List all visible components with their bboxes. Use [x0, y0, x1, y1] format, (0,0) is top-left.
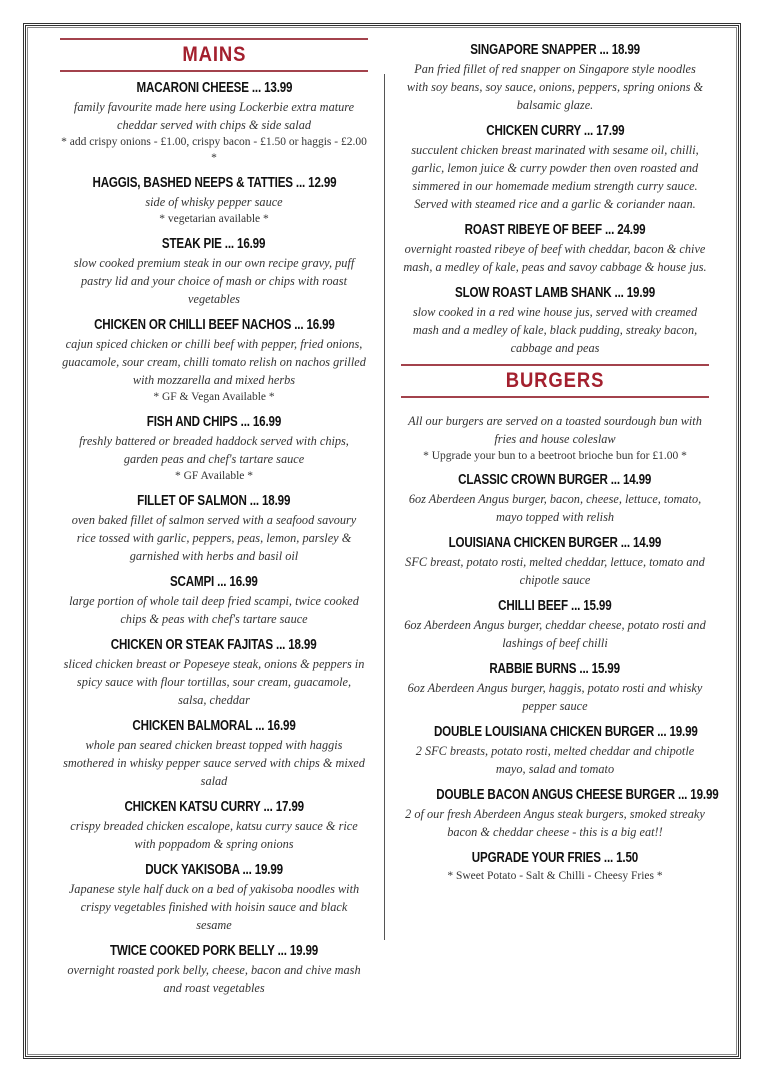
menu-item-note: * GF Available *: [174, 470, 254, 482]
menu-item-title: ROAST RIBEYE OF BEEF ... 24.99: [464, 222, 646, 238]
menu-item: [401, 470, 709, 526]
menu-item-description: succulent chicken breast marinated with sesame oil, chilli, garlic, lemon juice & curry powder then oven roasted and simmered in our homemade medium strength curry sauce. Served with steamed rice and a garlic & coriander naan.: [411, 143, 699, 211]
menu-item: [60, 572, 368, 628]
menu-item-description: slow cooked in a red wine house jus, served with creamed mash and a medley of kale, black pudding, streaky bacon, cabbage and peas: [412, 305, 698, 355]
menu-item-title: SLOW ROAST LAMB SHANK ... 19.99: [455, 285, 655, 301]
menu-item-title: RABBIE BURNS ... 15.99: [489, 661, 621, 677]
menu-item-title: CHICKEN BALMORAL ... 16.99: [132, 718, 296, 734]
menu-item-title: CHICKEN OR STEAK FAJITAS ... 18.99: [111, 637, 317, 653]
menu-item: [401, 220, 709, 276]
menu-item-title: CLASSIC CROWN BURGER ... 14.99: [458, 472, 652, 488]
menu-item-description: crispy breaded chicken escalope, katsu curry sauce & rice with poppadom & spring onions: [70, 819, 358, 851]
menu-item: [401, 848, 709, 884]
menu-item: [60, 491, 368, 565]
mains-continued-list: [401, 40, 709, 357]
menu-item: [60, 234, 368, 308]
menu-item-note: * vegetarian available *: [159, 213, 269, 225]
menu-item-description: 2 of our fresh Aberdeen Angus steak burgers, smoked streaky bacon & cheddar cheese - this is a big eat!!: [405, 807, 705, 839]
menu-item: [60, 173, 368, 227]
menu-item-description: overnight roasted ribeye of beef with cheddar, bacon & chive mash, a medley of kale, peas and savoy cabbage & house jus.: [403, 242, 707, 274]
menu-item-description: family favourite made here using Lockerbie extra mature cheddar served with chips & side salad: [73, 100, 355, 132]
burgers-intro: [401, 412, 709, 464]
menu-item-title: DUCK YAKISOBA ... 19.99: [145, 862, 283, 878]
menu-item-title: FISH AND CHIPS ... 16.99: [146, 414, 282, 430]
menu-item-description: 6oz Aberdeen Angus burger, haggis, potato rosti and whisky pepper sauce: [407, 681, 703, 713]
menu-item-description: sliced chicken breast or Popeseye steak, onions & peppers in spicy sauce with flour tortillas, sour cream, guacamole, salsa, cheddar: [63, 657, 365, 707]
menu-item-title: DOUBLE LOUISIANA CHICKEN BURGER ... 19.99: [433, 724, 698, 740]
menu-item: [401, 283, 709, 357]
menu-item: [401, 785, 719, 841]
menu-item-description: oven baked fillet of salmon served with a seafood savoury rice tossed with garlic, peppers, peas, lemon, parsley & garnished with herbs and basil oil: [71, 513, 357, 563]
menu-item-title: SCAMPI ... 16.99: [170, 574, 258, 590]
menu-item-title: CHICKEN OR CHILLI BEEF NACHOS ... 16.99: [93, 317, 335, 333]
mains-header: [60, 38, 368, 72]
menu-item: [401, 659, 709, 715]
menu-item-title: TWICE COOKED PORK BELLY ... 19.99: [109, 943, 319, 959]
menu-item-description: Pan fried fillet of red snapper on Singapore style noodles with soy beans, soy sauce, onions, peppers, spring onions & balsamic glaze.: [406, 62, 704, 112]
menu-item-description: whole pan seared chicken breast topped with haggis smothered in whisky pepper sauce served with chips & mixed salad: [63, 738, 365, 788]
menu-item-note: * add crispy onions - £1.00, crispy bacon - £1.50 or haggis - £2.00 *: [61, 136, 367, 164]
menu-item-title: CHICKEN KATSU CURRY ... 17.99: [124, 799, 304, 815]
menu-item-description: overnight roasted pork belly, cheese, bacon and chive mash and roast vegetables: [67, 963, 361, 995]
right-column: [401, 40, 719, 891]
menu-item: [401, 533, 709, 589]
menu-item-title: LOUISIANA CHICKEN BURGER ... 14.99: [448, 535, 662, 551]
burgers-intro-text: All our burgers are served on a toasted sourdough bun with fries and house coleslaw: [408, 414, 702, 446]
menu-item: [60, 315, 368, 405]
menu-item-description: freshly battered or breaded haddock served with chips, garden peas and chef's tartare sauce: [79, 434, 349, 466]
mains-title: MAINS: [182, 43, 246, 66]
menu-item: [60, 860, 368, 934]
menu-item-description: Japanese style half duck on a bed of yakisoba noodles with crispy vegetables finished with hoisin sauce and black sesame: [68, 882, 360, 932]
menu-item-note: * Sweet Potato - Salt & Chilli - Cheesy Fries *: [447, 870, 663, 882]
menu-item-description: 6oz Aberdeen Angus burger, bacon, cheese, lettuce, tomato, mayo topped with relish: [408, 492, 702, 524]
menu-item-description: slow cooked premium steak in our own recipe gravy, puff pastry lid and your choice of mash or chips with roast vegetables: [73, 256, 355, 306]
menu-item-description: side of whisky pepper sauce: [145, 195, 283, 209]
menu-item-description: SFC breast, potato rosti, melted cheddar, lettuce, tomato and chipotle sauce: [405, 555, 705, 587]
mains-list: [60, 78, 368, 997]
menu-item: [60, 78, 368, 166]
burgers-title: BURGERS: [505, 369, 605, 392]
menu-item-description: large portion of whole tail deep fried scampi, twice cooked chips & peas with chef's tartare sauce: [69, 594, 359, 626]
menu-item-note: * GF & Vegan Available *: [153, 391, 275, 403]
menu-item-title: SINGAPORE SNAPPER ... 18.99: [470, 42, 640, 58]
menu-item-title: MACARONI CHEESE ... 13.99: [136, 80, 292, 96]
menu-item-description: cajun spiced chicken or chilli beef with pepper, fried onions, guacamole, sour cream, chilli tomato relish on nachos grilled with mozzarella and mixed herbs: [62, 337, 366, 387]
menu-item-title: FILLET OF SALMON ... 18.99: [137, 493, 291, 509]
column-divider: [384, 74, 385, 940]
menu-item-title: UPGRADE YOUR FRIES ... 1.50: [471, 850, 639, 866]
mains-column: [60, 38, 368, 1004]
menu-item-title: DOUBLE BACON ANGUS CHEESE BURGER ... 19.99: [436, 787, 719, 803]
menu-item: [60, 941, 368, 997]
menu-item-title: CHILLI BEEF ... 15.99: [498, 598, 612, 614]
menu-item: [60, 716, 368, 790]
menu-item: [401, 596, 709, 652]
menu-item-title: HAGGIS, BASHED NEEPS & TATTIES ... 12.99: [92, 175, 336, 191]
menu-item: [401, 121, 709, 213]
menu-item: [60, 797, 368, 853]
menu-item-title: STEAK PIE ... 16.99: [162, 236, 266, 252]
menu-item: [401, 722, 709, 778]
menu-item-title: CHICKEN CURRY ... 17.99: [485, 123, 625, 139]
burgers-header: [401, 364, 709, 398]
menu-item: [60, 412, 368, 484]
menu-item: [401, 40, 709, 114]
menu-item: [60, 635, 368, 709]
burgers-list: [401, 470, 719, 884]
menu-item-description: 2 SFC breasts, potato rosti, melted cheddar and chipotle mayo, salad and tomato: [415, 744, 695, 776]
menu-item-description: 6oz Aberdeen Angus burger, cheddar cheese, potato rosti and lashings of beef chilli: [404, 618, 706, 650]
burgers-intro-note: * Upgrade your bun to a beetroot brioche bun for £1.00 *: [423, 450, 687, 462]
